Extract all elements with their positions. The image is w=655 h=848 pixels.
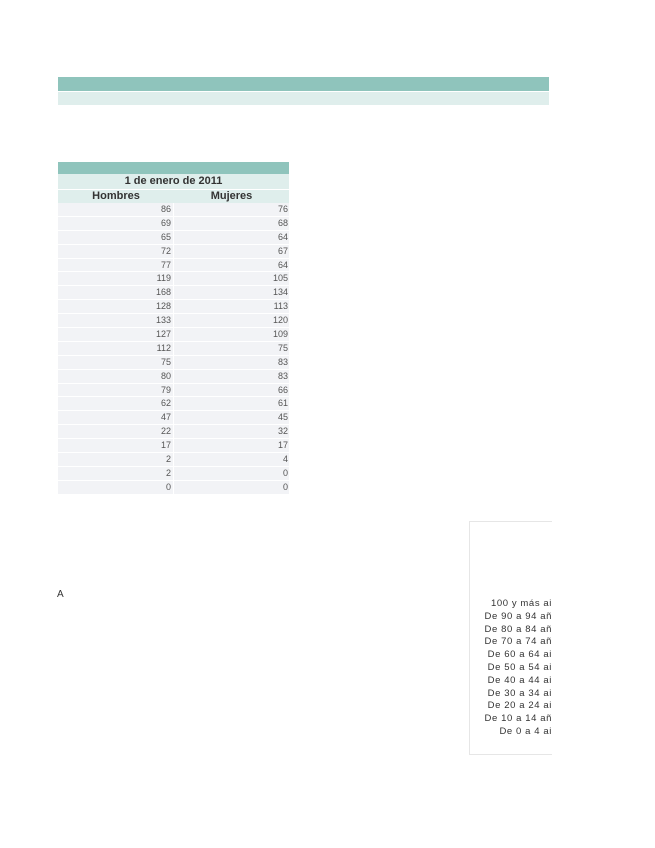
table-row	[58, 217, 289, 231]
cell-mujeres: 76	[277, 204, 288, 214]
population-table	[58, 162, 289, 495]
cell-hombres: 0	[58, 481, 174, 494]
cell-hombres: 22	[58, 425, 174, 438]
cell-mujeres: 66	[277, 384, 288, 395]
truncated-text: A	[57, 589, 64, 600]
age-group-label: De 50 a 54 ai	[487, 661, 552, 673]
cell-hombres: 86	[58, 203, 174, 216]
column-header-hombres: Hombres	[92, 190, 140, 202]
cell-mujeres: 0	[282, 481, 288, 492]
age-group-label: De 10 a 14 añ	[484, 713, 552, 725]
cell-hombres: 69	[58, 217, 174, 230]
cell-hombres: 17	[58, 439, 174, 452]
table-row	[58, 342, 289, 356]
table-column-headers	[58, 190, 289, 203]
cell-mujeres: 83	[277, 370, 288, 381]
cell-mujeres: 64	[277, 259, 288, 270]
table-row	[58, 314, 289, 328]
age-group-label: De 0 a 4 ai	[499, 725, 552, 737]
table-row	[58, 272, 289, 286]
age-group-label: 100 y más ai	[490, 598, 552, 609]
cell-mujeres: 120	[272, 315, 288, 326]
cell-hombres: 2	[58, 467, 174, 480]
cell-hombres: 128	[58, 300, 174, 313]
age-group-label: De 30 a 34 ai	[487, 687, 552, 699]
table-row	[58, 231, 289, 245]
age-group-label: De 80 a 84 añ	[484, 623, 552, 635]
cell-hombres: 168	[58, 286, 174, 299]
age-group-labels	[470, 598, 552, 739]
table-row	[58, 370, 289, 384]
table-row	[58, 384, 289, 398]
cell-mujeres: 75	[277, 342, 288, 353]
cell-mujeres: 4	[282, 454, 288, 465]
table-row	[58, 425, 289, 439]
cell-mujeres: 64	[277, 231, 288, 242]
cell-mujeres: 32	[277, 426, 288, 437]
age-group-label: De 90 a 94 añ	[484, 610, 552, 622]
table-row	[58, 286, 289, 300]
cell-hombres: 79	[58, 384, 174, 397]
table-body	[58, 203, 289, 495]
cell-hombres: 80	[58, 370, 174, 383]
cell-hombres: 127	[58, 328, 174, 341]
cell-hombres: 119	[58, 272, 174, 285]
table-row	[58, 203, 289, 217]
cell-mujeres: 17	[277, 440, 288, 451]
cell-mujeres: 67	[277, 245, 288, 256]
header-subband	[58, 92, 549, 105]
cell-hombres: 133	[58, 314, 174, 327]
cell-mujeres: 113	[273, 301, 288, 312]
cell-mujeres: 109	[272, 329, 288, 340]
table-row	[58, 356, 289, 370]
table-row	[58, 411, 289, 425]
cell-mujeres: 45	[277, 412, 288, 423]
table-row	[58, 453, 289, 467]
cell-mujeres: 134	[272, 287, 288, 298]
header-band	[58, 77, 549, 91]
cell-mujeres: 83	[277, 356, 288, 367]
cell-mujeres: 61	[277, 398, 288, 409]
cell-hombres: 62	[58, 397, 174, 410]
column-header-mujeres: Mujeres	[210, 190, 253, 202]
cell-hombres: 47	[58, 411, 174, 424]
table-row	[58, 481, 289, 495]
cell-mujeres: 105	[272, 273, 288, 284]
age-group-label: De 40 a 44 ai	[487, 674, 552, 686]
cell-hombres: 77	[58, 259, 174, 272]
cell-hombres: 112	[58, 342, 174, 355]
table-header-band	[58, 162, 289, 174]
table-row	[58, 245, 289, 259]
table-row	[58, 300, 289, 314]
table-row	[58, 467, 289, 481]
age-group-label: De 70 a 74 añ	[484, 636, 552, 648]
cell-hombres: 65	[58, 231, 174, 244]
table-row	[58, 397, 289, 411]
age-group-label: De 60 a 64 ai	[487, 649, 552, 661]
cell-mujeres: 0	[282, 467, 288, 478]
pyramid-chart-box	[469, 521, 552, 755]
table-row	[58, 439, 289, 453]
age-group-label: De 20 a 24 ai	[487, 700, 552, 712]
cell-hombres: 2	[58, 453, 174, 466]
table-date-label: 1 de enero de 2011	[58, 174, 289, 190]
cell-hombres: 72	[58, 245, 174, 258]
table-row	[58, 328, 289, 342]
cell-hombres: 75	[58, 356, 174, 369]
cell-mujeres: 68	[277, 217, 288, 228]
table-row	[58, 259, 289, 273]
